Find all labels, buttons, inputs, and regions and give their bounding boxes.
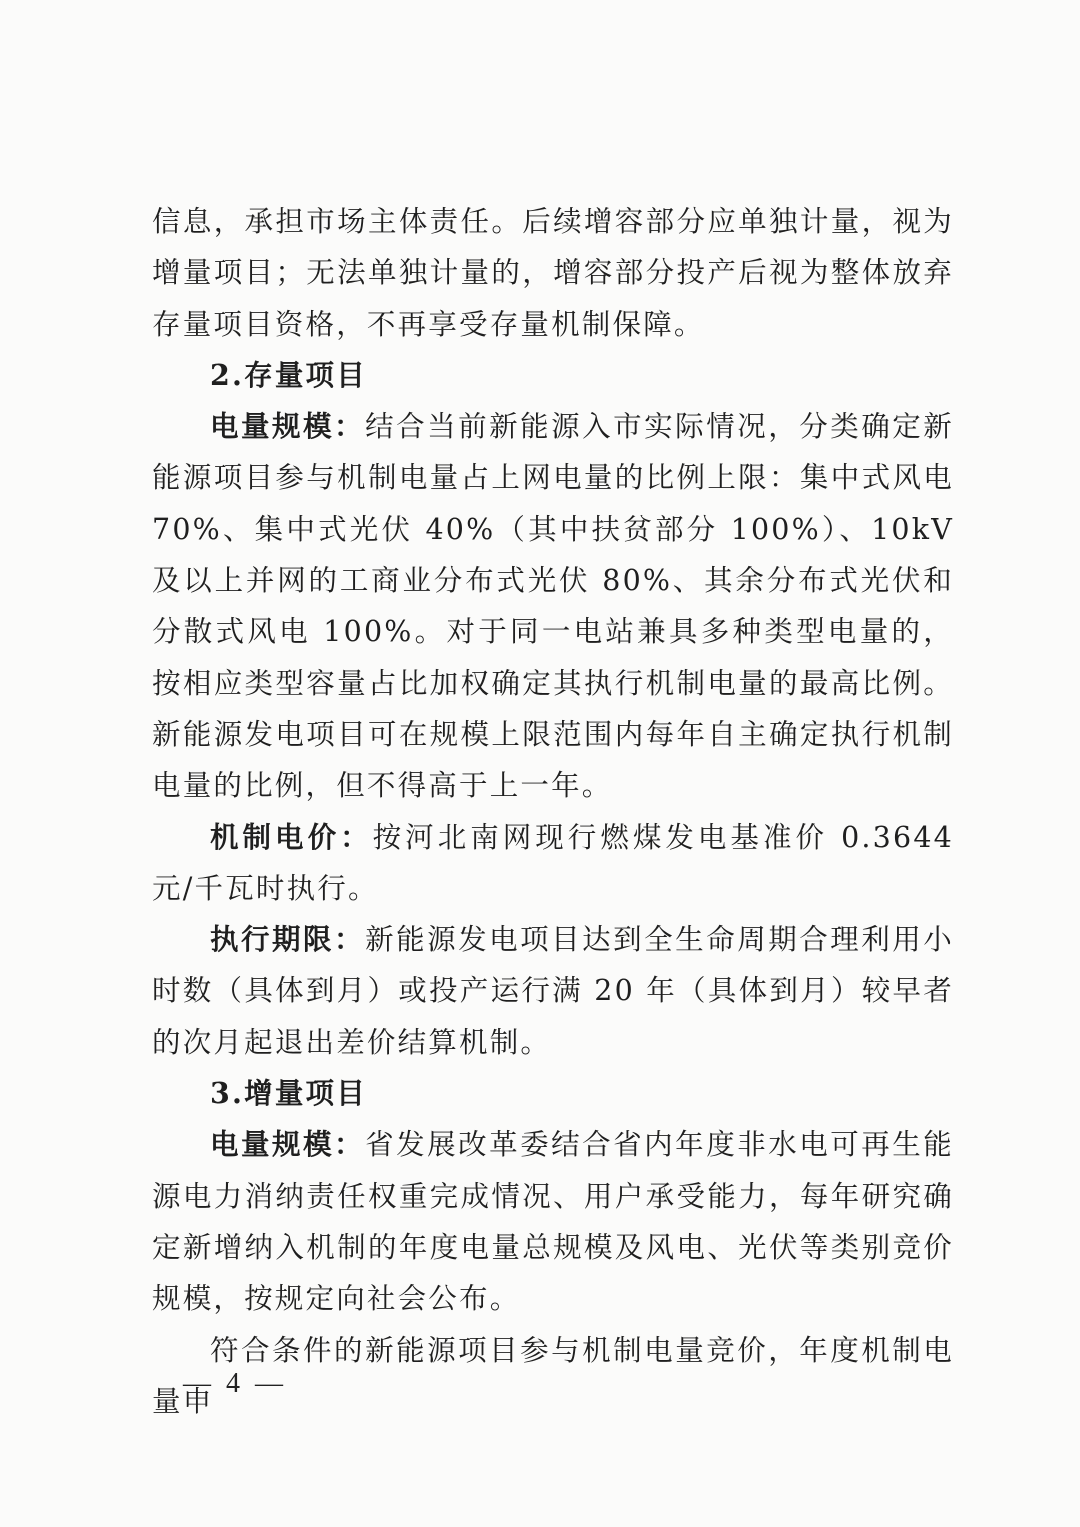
- page-number: — 4 —: [183, 1368, 287, 1399]
- paragraph-existing-scale: [152, 401, 954, 811]
- paragraph-text: 新能源发电项目达到全生命周期合理利用小时数（具体到月）或投产运行满 20 年（具体到月）较早者的次月起退出差价结算机制。: [152, 923, 954, 1059]
- section-heading-incremental-projects: [152, 1068, 954, 1119]
- paragraph-mechanism-price: [152, 812, 954, 915]
- paragraph-text: 符合条件的新能源项目参与机制电量竞价，年度机制电量申: [152, 1333, 954, 1418]
- paragraph-text: 信息，承担市场主体责任。后续增容部分应单独计量，视为增量项目；无法单独计量的，增容部分投产后视为整体放弃存量项目资格，不再享受存量机制保障。: [152, 205, 954, 341]
- paragraph-lead: 电量规模：: [210, 409, 366, 444]
- document-body: [152, 196, 954, 1427]
- paragraph-lead: 执行期限：: [210, 922, 366, 957]
- section-heading-existing-projects: [152, 350, 954, 401]
- paragraph-text: 结合当前新能源入市实际情况，分类确定新能源项目参与机制电量占上网电量的比例上限：集中式风电 70%、集中式光伏 40%（其中扶贫部分 100%）、10kV 及以上并网的工商业分布式光伏 80%、其余分布式光伏和分散式风电 100%。对于同一电站兼具多种类型电量的，按相应类型容量占比加权确定其执行机制电量的最高比例。新能源发电项目可在规模上限范围内每年自主确定执行机制电量的比例，但不得高于上一年。: [152, 410, 954, 803]
- paragraph-incremental-scale: [152, 1119, 954, 1324]
- paragraph-continuation: [152, 196, 954, 350]
- paragraph-text: 按河北南网现行燃煤发电基准价 0.3644 元/千瓦时执行。: [152, 820, 954, 905]
- heading-text: 3.增量项目: [210, 1076, 367, 1111]
- paragraph-lead: 电量规模：: [210, 1127, 366, 1162]
- paragraph-execution-period: [152, 914, 954, 1068]
- paragraph-text: 省发展改革委结合省内年度非水电可再生能源电力消纳责任权重完成情况、用户承受能力，每年研究确定新增纳入机制的年度电量总规模及风电、光伏等类别竞价规模，按规定向社会公布。: [152, 1128, 954, 1316]
- heading-text: 2.存量项目: [210, 357, 367, 392]
- paragraph-lead: 机制电价：: [210, 819, 373, 854]
